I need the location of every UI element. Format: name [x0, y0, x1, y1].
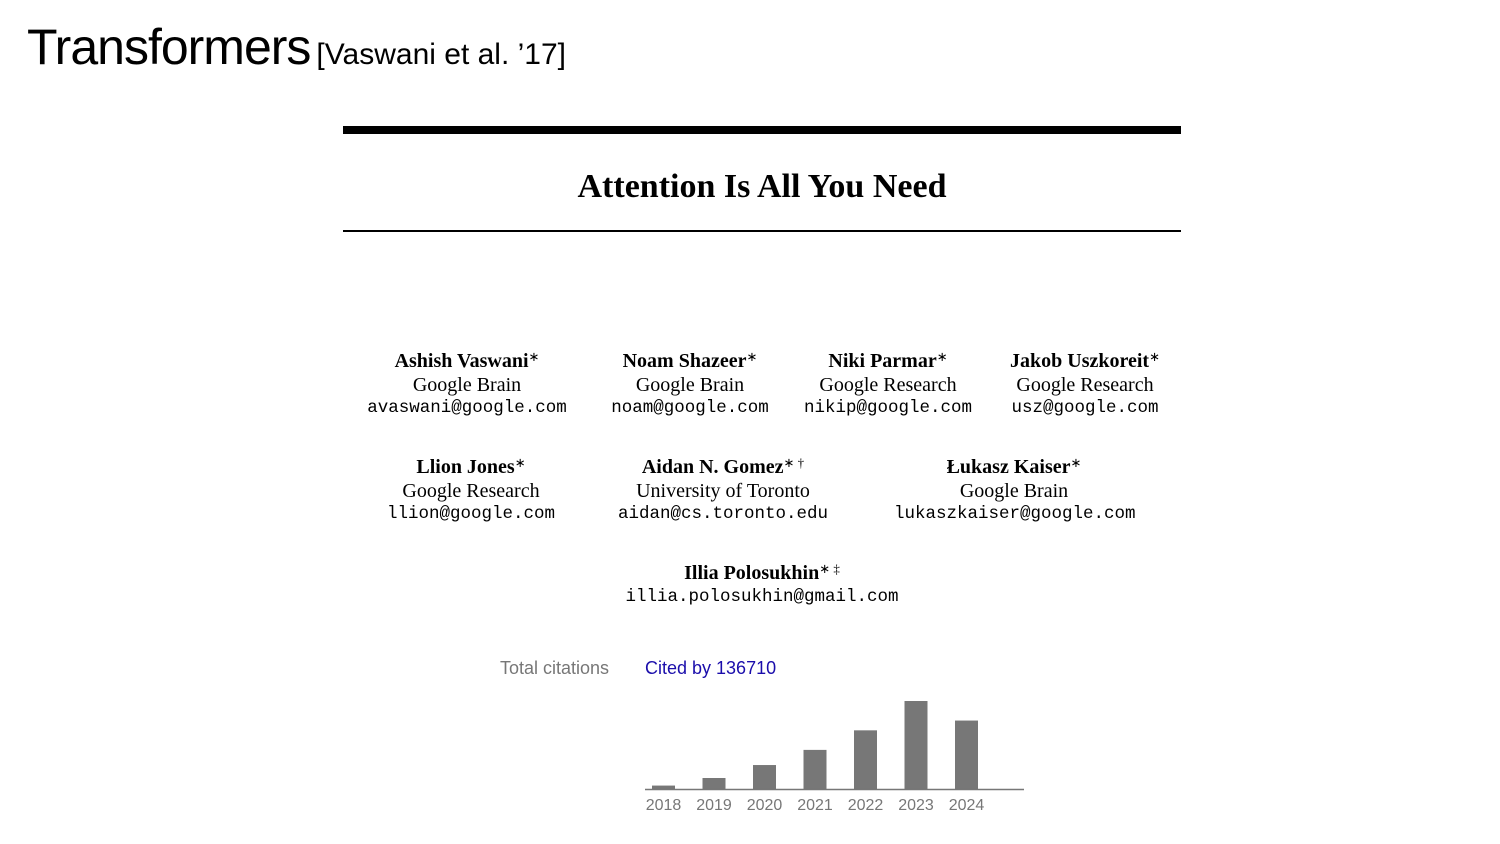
cited-by-link[interactable]: Cited by 136710	[645, 658, 777, 678]
author-email[interactable]: illia.polosukhin@gmail.com	[625, 586, 899, 607]
author-email[interactable]: llion@google.com	[386, 504, 556, 524]
author-email[interactable]: aidan@cs.toronto.edu	[617, 504, 829, 524]
author-block	[371, 456, 571, 527]
author-name: Noam Shazeer∗	[622, 349, 758, 372]
author-block	[894, 456, 1134, 527]
author-name: Jakob Uszkoreit∗	[1010, 349, 1160, 372]
slide-title-reference: [Vaswani et al. ’17]	[316, 38, 567, 71]
paper-top-rule	[343, 126, 1181, 134]
author-email[interactable]: lukaszkaiser@google.com	[894, 504, 1136, 524]
bar-2024	[955, 721, 978, 789]
author-affiliation: Google Research	[1016, 373, 1154, 396]
author-block	[788, 350, 988, 421]
bar-2022	[854, 730, 877, 789]
author-email[interactable]: avaswani@google.com	[367, 398, 567, 418]
author-block	[612, 562, 912, 609]
author-affiliation: Google Brain	[635, 373, 745, 396]
author-email[interactable]: usz@google.com	[1011, 398, 1159, 418]
author-name: Illia Polosukhin∗ ‡	[684, 561, 840, 584]
author-name: Aidan N. Gomez∗ †	[641, 455, 805, 478]
author-affiliation: Google Research	[819, 373, 957, 396]
author-block	[590, 350, 790, 421]
author-name: Llion Jones∗	[416, 455, 526, 478]
bar-2020	[753, 765, 776, 789]
author-affiliation: Google Brain	[959, 479, 1069, 502]
total-citations-label: Total citations	[500, 658, 610, 678]
tick-label-2019: 2019	[696, 797, 732, 814]
author-block	[367, 350, 567, 421]
tick-label-2022: 2022	[847, 797, 884, 814]
tick-label-2018: 2018	[645, 797, 682, 814]
author-block	[985, 350, 1185, 421]
paper-title: Attention Is All You Need	[577, 168, 947, 205]
tick-label-2024: 2024	[948, 797, 985, 814]
bar-2018	[652, 786, 675, 789]
tick-label-2020: 2020	[746, 797, 783, 814]
author-name: Łukasz Kaiser∗	[946, 455, 1082, 478]
tick-label-2021: 2021	[797, 797, 833, 814]
tick-label-2023: 2023	[898, 797, 934, 814]
author-name: Niki Parmar∗	[828, 349, 948, 372]
author-email[interactable]: nikip@google.com	[803, 398, 973, 418]
author-block	[613, 456, 833, 527]
author-affiliation: University of Toronto	[636, 479, 810, 502]
paper-bottom-rule	[343, 230, 1181, 232]
bar-2023	[905, 701, 928, 789]
slide-title	[27, 19, 567, 75]
bar-2021	[804, 750, 827, 789]
bar-2019	[703, 778, 726, 789]
citations-bar-chart	[640, 690, 1030, 820]
author-email[interactable]: noam@google.com	[611, 398, 769, 418]
author-affiliation: Google Brain	[412, 373, 522, 396]
slide-title-main: Transformers	[27, 19, 311, 75]
author-name: Ashish Vaswani∗	[394, 349, 540, 372]
author-affiliation: Google Research	[402, 479, 540, 502]
